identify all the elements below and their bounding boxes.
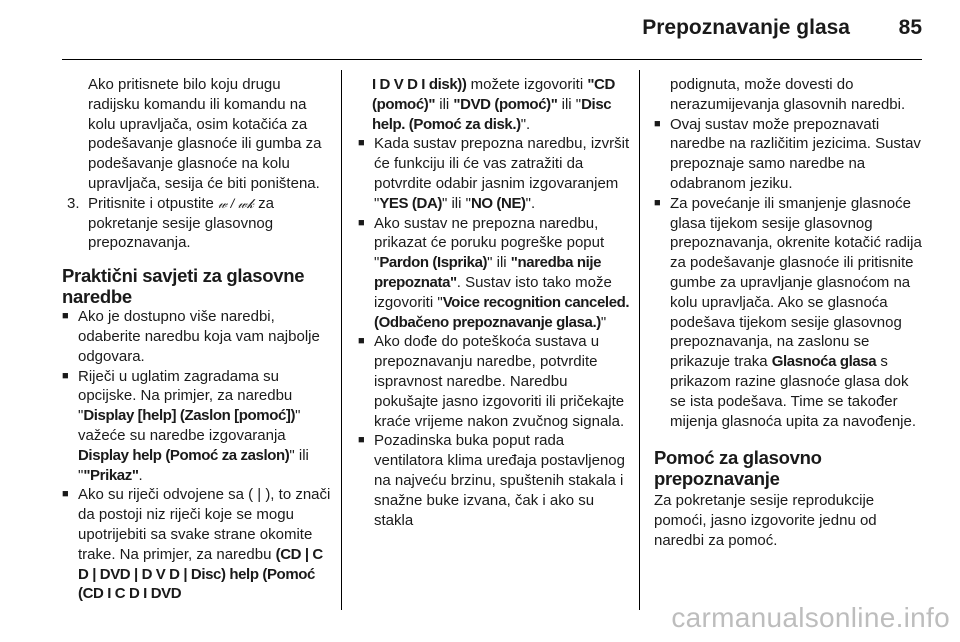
tip-bullet-1: ■ Ako je dostupno više naredbi, odaberite naredbu koja vam najbolje odgovara.: [62, 307, 332, 366]
step-text-before: Pritisnite i otpustite: [88, 194, 214, 212]
text: " ili: [487, 254, 507, 272]
command-text: YES (DA): [379, 194, 442, 212]
step-text-after: za pokretanje sesije glasovnog prepoznavanja.: [88, 194, 274, 252]
text: s prikazom razine glasnoće glasa dok se ista podešava. Time se također mijenja glasnoća upita za navođenje.: [670, 353, 916, 430]
numbered-step-3: [62, 194, 332, 253]
command-text: I D V D I disk)): [372, 76, 467, 93]
command-text: Pardon (Isprika): [379, 254, 488, 272]
text: Riječi u uglatim zagradama su opcijske. Na primjer, za naredbu ": [78, 367, 293, 425]
command-text: Disc help. (Pomoć za disk.): [372, 95, 612, 133]
section-title-help: Pomoć za glasovno prepoznavanje: [654, 447, 822, 490]
text: . Sustav isto tako može izgovoriti ": [374, 273, 612, 311]
command-text: "Prikaz": [83, 466, 139, 484]
text: .: [138, 466, 143, 484]
command-text: Voice recognition canceled. (Odbačeno prepoznavanje glasa.): [374, 293, 630, 331]
column-2: [358, 75, 630, 530]
column-3: [654, 75, 924, 551]
tip-bullet-2: [62, 367, 332, 486]
voice-steering-icon: 𝓌 / 𝓌𝓀: [218, 195, 254, 211]
tip-bullet-7: ■ Pozadinska buka poput rada ventilatora klima uređaja postavljenog na najveću brzinu, spuštenih stakala i snažne buke izvana, čak i ako su stakla: [358, 431, 630, 530]
help-paragraph: Za pokretanje sesije reprodukcije pomoći, jasno izgovorite jednu od naredbi za pomoć.: [654, 492, 877, 549]
text: ".: [520, 115, 531, 133]
text: ": [600, 313, 607, 331]
column-divider-1: [341, 70, 342, 610]
text: ".: [525, 194, 536, 212]
command-text: "CD (pomoć)": [372, 76, 615, 113]
text: možete izgovoriti: [470, 76, 584, 93]
command-text: "naredba nije prepoznata": [374, 254, 602, 291]
tip-bullet-3: [62, 485, 332, 604]
tip-bullet-9: [654, 194, 924, 432]
text: Za povećanje ili smanjenje glasnoće glasa tijekom sesije glasovnog prepoznavanja, okrenite kotačić radija za podešavanje glasnoće ili pritisnite gumbe za upravljanje glasnoćom na kolu upravljača. Ako se glasnoća podešava tijekom sesije glasovnog prepoznavanja, na zaslonu se prikazuje traka: [670, 194, 922, 371]
tip-bullet-4: [358, 134, 630, 213]
text: " ili ": [78, 446, 309, 484]
section-title-tips: Praktični savjeti za glasovne naredbe: [62, 265, 305, 308]
column-1: [62, 75, 332, 604]
text: Kada sustav prepozna naredbu, izvršit će funkciju ili će vas zatražiti da potvrdite odabir jasnim izgovaranjem ": [374, 135, 630, 212]
command-text: Display help (Pomoć za zaslon): [78, 446, 290, 464]
continuation-paragraph: podignuta, može dovesti do nerazumijevanja glasovnih naredbi.: [670, 76, 906, 113]
column-divider-2: [639, 70, 640, 610]
watermark: carmanualsonline.info: [671, 602, 950, 633]
command-text: Glasnoća glasa: [771, 353, 877, 371]
step-number: 3.: [67, 194, 80, 212]
command-text: "DVD (pomoć)": [453, 95, 558, 113]
tip-bullet-6: ■ Ako dođe do poteškoća sustava u prepoznavanju naredbe, potvrdite ispravnost naredbe. Naredbu pokušajte jasno izgovoriti ili pričekajte kraće vrijeme nakon zvučnog signala.: [358, 332, 630, 431]
page-number: 85: [898, 16, 922, 39]
text: ili: [439, 95, 450, 113]
header-divider: [62, 59, 922, 60]
continuation-paragraph: Ako pritisnete bilo koju drugu radijsku komandu ili komandu na kolu upravljača, osim kotačića za podešavanje glasnoće ili gumba za podešavanje glasnoće na kolu upravljača, sesija će biti poništena.: [88, 76, 322, 192]
continuation-paragraph: [358, 75, 630, 134]
text: " ili ": [441, 194, 471, 212]
command-text: Display [help] (Zaslon [pomoć]): [83, 407, 296, 425]
command-text: NO (NE): [470, 194, 526, 212]
text: " važeće su naredbe izgovaranja: [78, 407, 301, 444]
text: Ako su riječi odvojene sa ( | ), to znači da postoji niz riječi koje se mogu upotrijebiti sa svake strane okomite trake. Na primjer, za naredbu: [78, 486, 331, 563]
tip-bullet-5: [358, 214, 630, 333]
page-title: Prepoznavanje glasa: [642, 16, 850, 39]
text: Ako sustav ne prepozna naredbu, prikazat će poruku pogreške poput ": [374, 214, 605, 272]
command-text: (CD | C D | DVD | D V D | Disc) help (Pomoć (CD I C D I DVD: [78, 545, 323, 603]
tip-bullet-8: ■ Ovaj sustav može prepoznavati naredbe na različitim jezicima. Sustav prepoznaje samo naredbe na odabranom jeziku.: [654, 115, 924, 194]
text: ili ": [561, 95, 582, 113]
